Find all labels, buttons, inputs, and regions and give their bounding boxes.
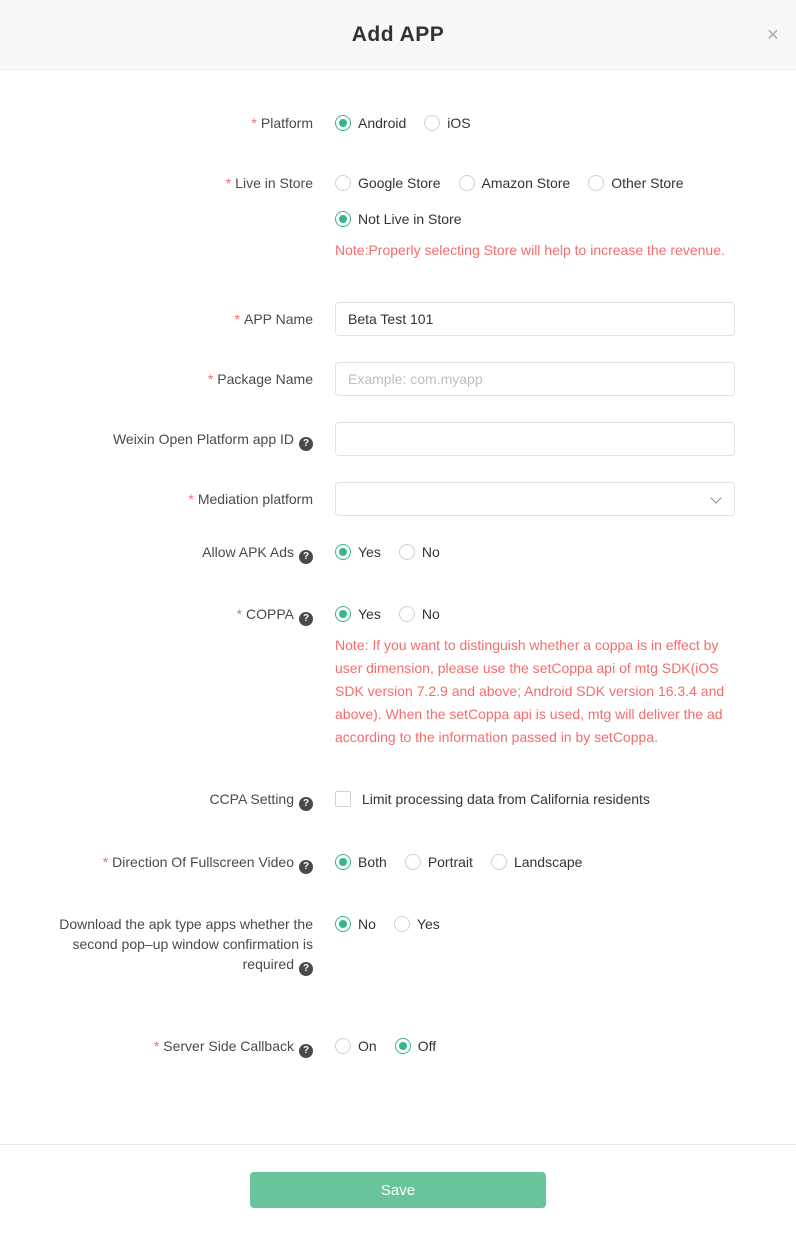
field-label-text: Allow APK Ads bbox=[202, 544, 294, 560]
field-ccpa-setting bbox=[18, 789, 796, 812]
field-live-in-store bbox=[18, 173, 796, 262]
required-asterisk: * bbox=[188, 491, 194, 507]
field-control-package-name bbox=[335, 362, 735, 396]
radio-label: Other Store bbox=[611, 175, 684, 191]
radio-not-live-in-store[interactable] bbox=[335, 209, 462, 229]
radio-label: Google Store bbox=[358, 175, 441, 191]
radio-group-line bbox=[335, 173, 735, 193]
required-asterisk: * bbox=[153, 1038, 160, 1054]
field-control-ccpa-setting bbox=[335, 789, 735, 812]
radio-group-line bbox=[335, 914, 735, 934]
radio-yes[interactable] bbox=[335, 604, 381, 624]
radio-label: iOS bbox=[447, 115, 471, 131]
radio-landscape[interactable] bbox=[491, 852, 583, 872]
field-apk-second-popup-confirmation bbox=[18, 914, 796, 976]
help-icon[interactable]: ? bbox=[299, 962, 313, 976]
radio-yes[interactable] bbox=[335, 542, 381, 562]
field-platform bbox=[18, 113, 796, 133]
radio-label: Both bbox=[358, 854, 387, 870]
close-icon[interactable]: × bbox=[766, 23, 779, 46]
help-icon[interactable]: ? bbox=[299, 1044, 313, 1058]
radio-group-line bbox=[335, 542, 735, 562]
radio-both[interactable] bbox=[335, 852, 387, 872]
field-direction-of-fullscreen-video bbox=[18, 852, 796, 874]
radio-off[interactable] bbox=[395, 1036, 436, 1056]
radio-group-line bbox=[335, 113, 735, 133]
radio-no[interactable] bbox=[399, 604, 440, 624]
field-control-live-in-store bbox=[335, 173, 735, 262]
field-label-apk-second-popup-confirmation bbox=[18, 914, 313, 976]
chevron-down-icon bbox=[710, 492, 721, 503]
checkbox-ccpa-setting[interactable] bbox=[335, 789, 650, 809]
field-mediation-platform bbox=[18, 482, 796, 516]
radio-android[interactable] bbox=[335, 113, 406, 133]
field-label-text: Weixin Open Platform app ID bbox=[112, 431, 294, 447]
field-label-text: Live in Store bbox=[235, 175, 313, 191]
field-label-text: APP Name bbox=[244, 311, 313, 327]
save-button[interactable]: Save bbox=[250, 1172, 546, 1208]
radio-no[interactable] bbox=[399, 542, 440, 562]
radio-amazon-store[interactable] bbox=[459, 173, 571, 193]
form-rows bbox=[0, 70, 796, 1098]
weixin-open-platform-app-id-input[interactable] bbox=[335, 422, 735, 456]
field-label-text: Package Name bbox=[217, 371, 313, 387]
help-icon[interactable]: ? bbox=[299, 612, 313, 626]
radio-circle-icon bbox=[335, 916, 351, 932]
required-asterisk: * bbox=[236, 606, 243, 622]
radio-other-store[interactable] bbox=[588, 173, 683, 193]
field-control-mediation-platform bbox=[335, 482, 735, 516]
radio-yes[interactable] bbox=[394, 914, 440, 934]
package-name-input[interactable] bbox=[335, 362, 735, 396]
field-allow-apk-ads bbox=[18, 542, 796, 564]
radio-circle-icon bbox=[459, 175, 475, 191]
field-label-app-name bbox=[18, 302, 313, 336]
radio-google-store[interactable] bbox=[335, 173, 441, 193]
radio-label: Portrait bbox=[427, 854, 473, 870]
radio-group-line bbox=[335, 852, 735, 872]
radio-group-line bbox=[335, 1036, 735, 1056]
field-control-platform bbox=[335, 113, 735, 133]
radio-circle-icon bbox=[335, 606, 351, 622]
field-control-server-side-callback bbox=[335, 1036, 735, 1058]
field-server-side-callback bbox=[18, 1036, 796, 1058]
field-label-text: Server Side Callback bbox=[163, 1038, 294, 1054]
radio-label: Yes bbox=[416, 916, 440, 932]
radio-circle-icon bbox=[335, 211, 351, 227]
radio-portrait[interactable] bbox=[405, 852, 473, 872]
radio-label: Yes bbox=[358, 606, 381, 622]
field-control-direction-of-fullscreen-video bbox=[335, 852, 735, 874]
field-control-weixin-open-platform-app-id bbox=[335, 422, 735, 456]
radio-circle-icon bbox=[335, 115, 351, 131]
radio-label: No bbox=[421, 606, 440, 622]
field-label-server-side-callback bbox=[18, 1036, 313, 1058]
radio-circle-icon bbox=[394, 916, 410, 932]
radio-label: Android bbox=[358, 115, 407, 131]
field-label-text: Download the apk type apps whether the second pop–up window confirmation is required bbox=[59, 916, 313, 972]
radio-circle-icon bbox=[335, 544, 351, 560]
radio-label: No bbox=[421, 544, 440, 560]
radio-label: Not Live in Store bbox=[358, 211, 462, 227]
required-asterisk: * bbox=[225, 175, 232, 191]
help-icon[interactable]: ? bbox=[299, 550, 313, 564]
radio-circle-icon bbox=[405, 854, 421, 870]
field-label-text: CCPA Setting bbox=[209, 791, 294, 807]
radio-no[interactable] bbox=[335, 914, 376, 934]
modal-title: Add APP bbox=[351, 22, 445, 46]
field-control-app-name bbox=[335, 302, 735, 336]
radio-circle-icon bbox=[335, 175, 351, 191]
field-label-ccpa-setting bbox=[18, 789, 313, 812]
checkbox-icon bbox=[335, 791, 351, 807]
field-label-text: Platform bbox=[260, 115, 313, 131]
field-weixin-open-platform-app-id bbox=[18, 422, 796, 456]
help-icon[interactable]: ? bbox=[299, 860, 313, 874]
field-label-text: Direction Of Fullscreen Video bbox=[112, 854, 294, 870]
field-coppa bbox=[18, 604, 796, 749]
field-label-platform bbox=[18, 113, 313, 133]
required-asterisk: * bbox=[102, 854, 109, 870]
radio-label: Landscape bbox=[513, 854, 583, 870]
radio-circle-icon bbox=[335, 854, 351, 870]
radio-group-line bbox=[335, 209, 735, 229]
modal-footer bbox=[0, 1144, 796, 1236]
required-asterisk: * bbox=[234, 311, 240, 327]
help-icon[interactable]: ? bbox=[299, 437, 313, 451]
radio-circle-icon bbox=[399, 606, 415, 622]
help-icon[interactable]: ? bbox=[299, 797, 313, 811]
radio-ios[interactable] bbox=[424, 113, 470, 133]
field-control-allow-apk-ads bbox=[335, 542, 735, 564]
radio-circle-icon bbox=[588, 175, 604, 191]
radio-circle-icon bbox=[491, 854, 507, 870]
required-asterisk: * bbox=[251, 115, 257, 131]
field-label-live-in-store bbox=[18, 173, 313, 262]
field-label-text: Mediation platform bbox=[197, 491, 313, 507]
radio-label: No bbox=[358, 916, 376, 932]
radio-label: Off bbox=[417, 1038, 437, 1054]
checkbox-label: Limit processing data from California residents bbox=[362, 791, 650, 807]
field-label-package-name bbox=[18, 362, 313, 396]
field-app-name bbox=[18, 302, 796, 336]
radio-label: Amazon Store bbox=[481, 175, 571, 191]
field-control-coppa bbox=[335, 604, 735, 749]
radio-on[interactable] bbox=[335, 1036, 377, 1056]
radio-group-line bbox=[335, 604, 735, 624]
field-label-allow-apk-ads bbox=[18, 542, 313, 564]
radio-circle-icon bbox=[335, 1038, 351, 1054]
field-label-coppa bbox=[18, 604, 313, 749]
required-asterisk: * bbox=[207, 371, 214, 387]
field-note: Note:Properly selecting Store will help to increase the revenue. bbox=[335, 242, 725, 258]
field-label-weixin-open-platform-app-id bbox=[18, 422, 313, 456]
radio-label: On bbox=[358, 1038, 377, 1054]
field-label-mediation-platform bbox=[18, 482, 313, 516]
field-package-name bbox=[18, 362, 796, 396]
radio-circle-icon bbox=[395, 1038, 411, 1054]
field-label-direction-of-fullscreen-video bbox=[18, 852, 313, 874]
field-control-apk-second-popup-confirmation bbox=[335, 914, 735, 976]
radio-circle-icon bbox=[424, 115, 440, 131]
radio-label: Yes bbox=[358, 544, 381, 560]
field-label-text: COPPA bbox=[246, 606, 294, 622]
field-note: Note: If you want to distinguish whether a coppa is in effect by user dimension, please use the setCoppa api of mtg SDK(iOS SDK version 7.2.9 and above; Android SDK version 16.3.4 and above). When the setCoppa api is used, mtg will deliver the ad according to the information passed in by setCoppa. bbox=[335, 637, 725, 745]
modal-header bbox=[0, 0, 796, 70]
radio-circle-icon bbox=[399, 544, 415, 560]
mediation-platform-select[interactable] bbox=[335, 482, 735, 516]
app-name-input[interactable] bbox=[335, 302, 735, 336]
